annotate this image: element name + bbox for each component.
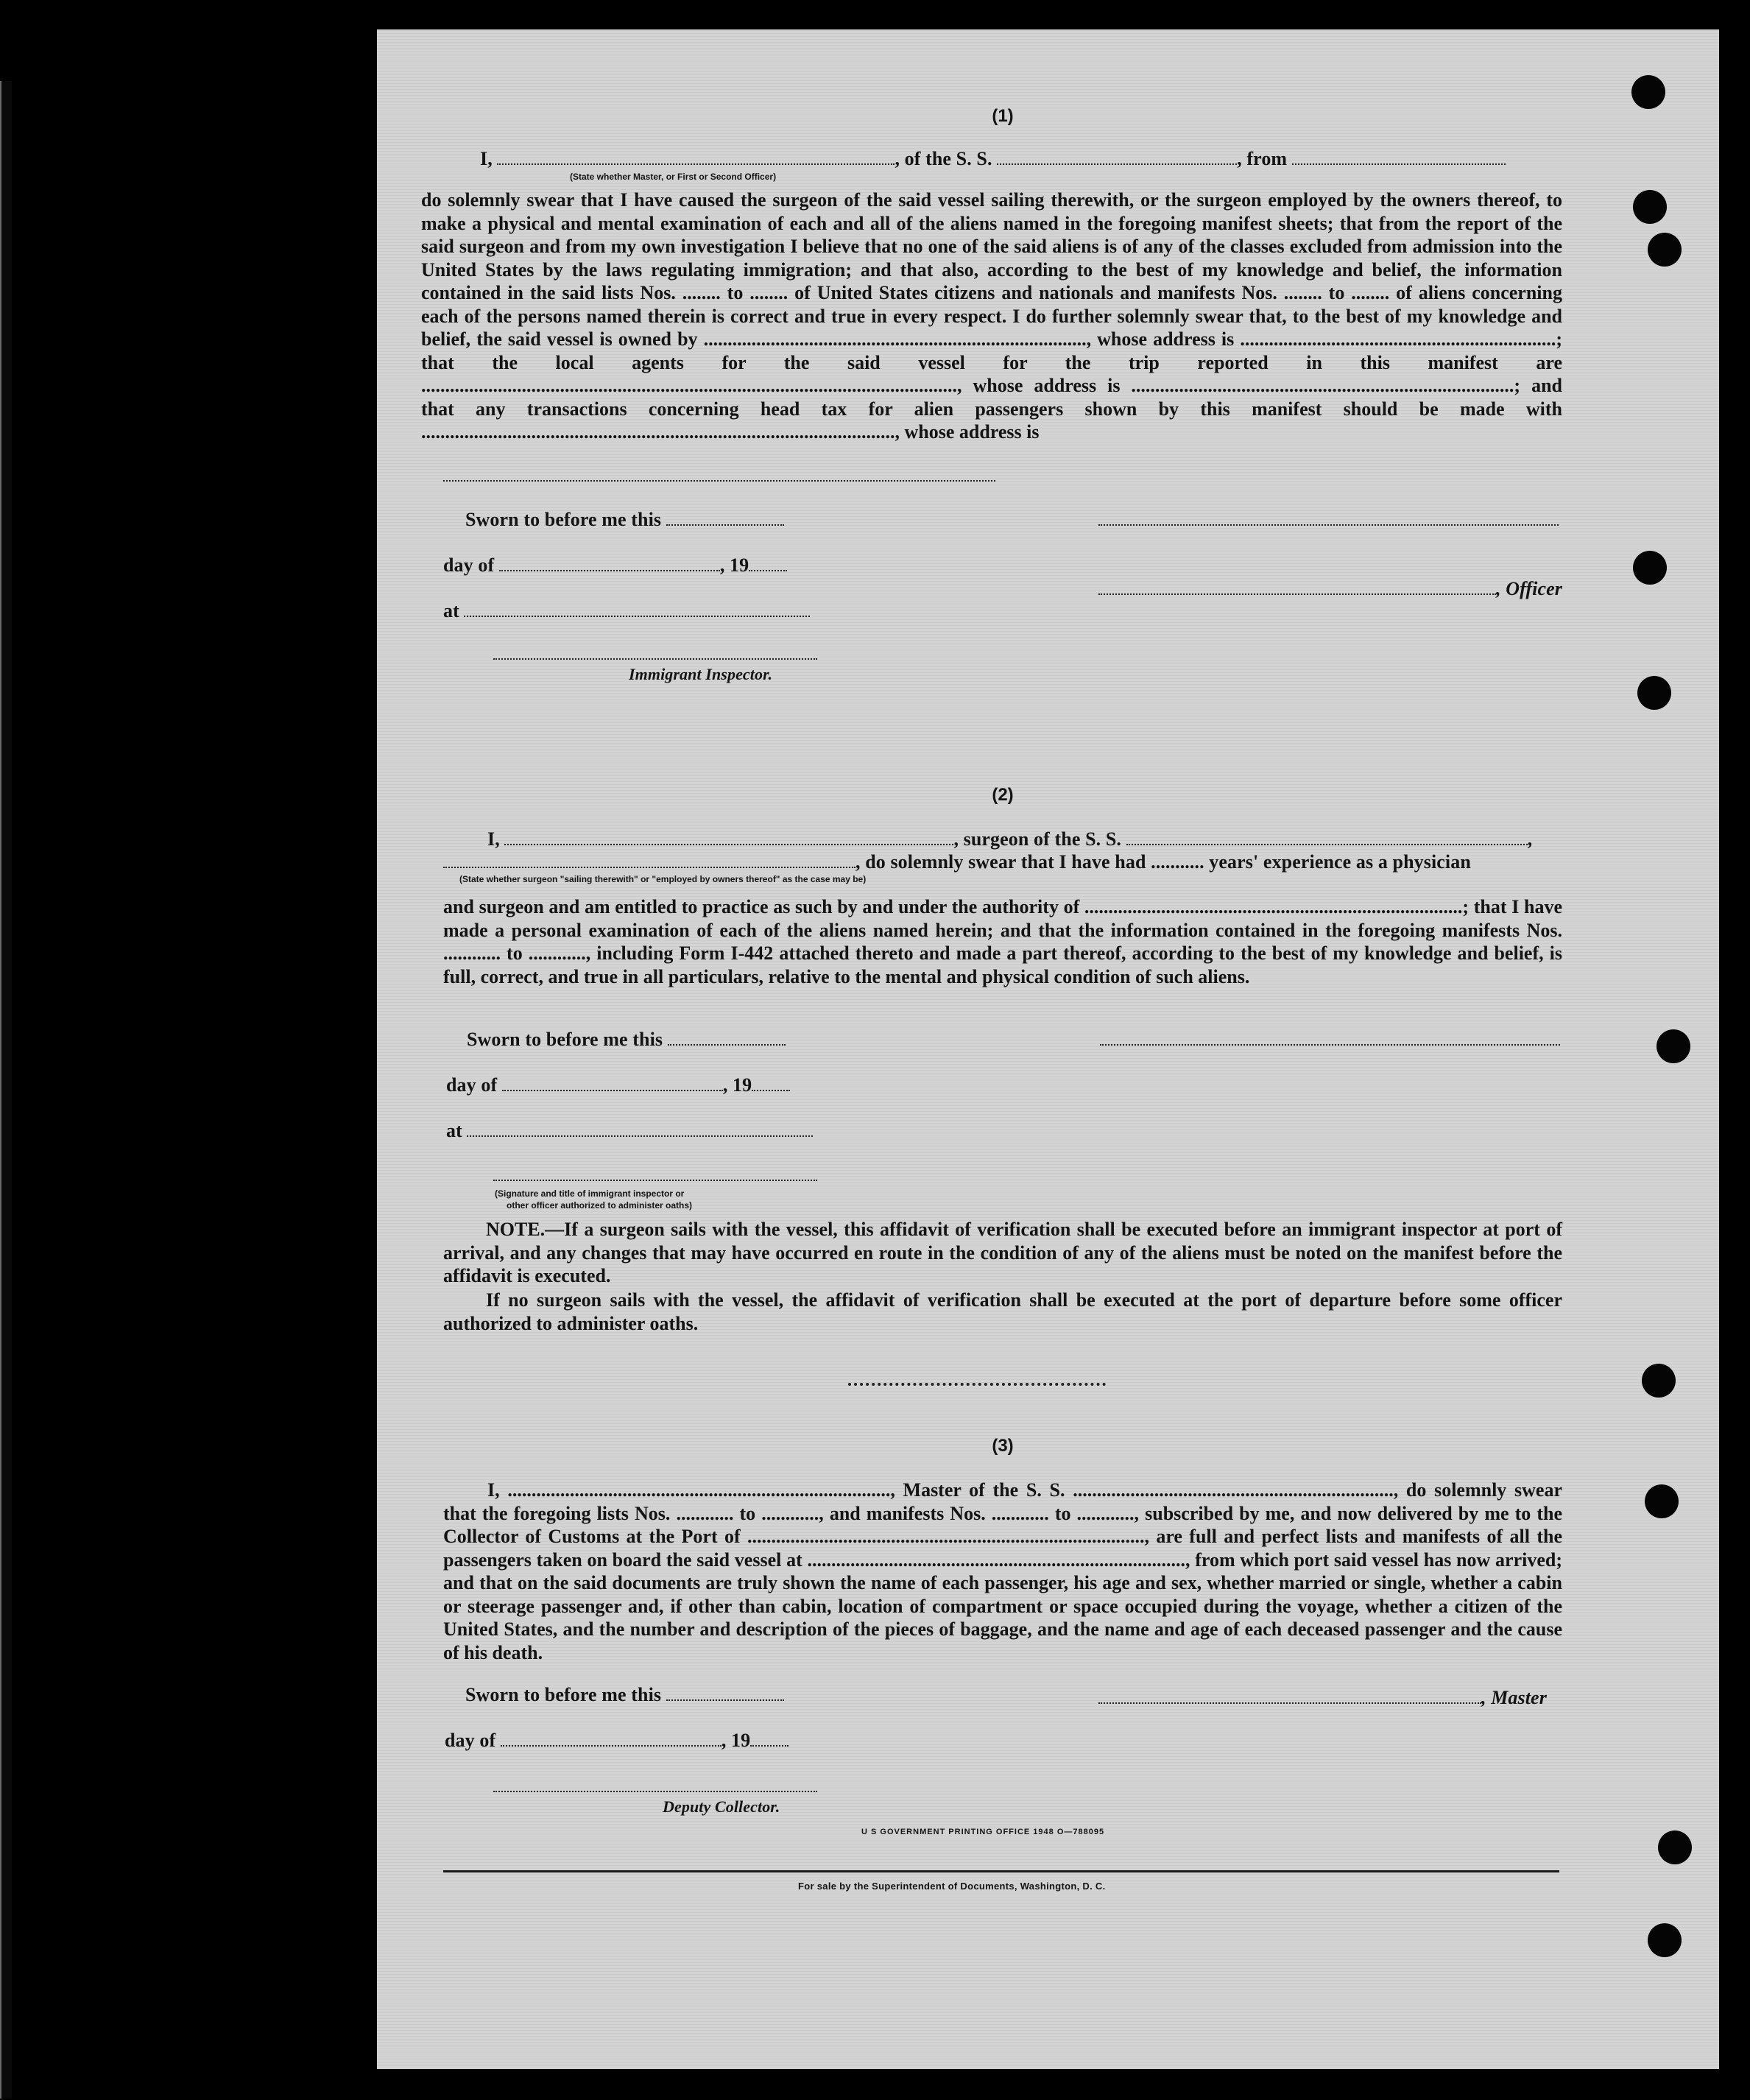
manifest-page bbox=[377, 29, 1719, 2069]
s1-caption: (State whether Master, or First or Second Officer) bbox=[570, 172, 777, 182]
blank-field bbox=[997, 150, 1237, 165]
blank-field bbox=[493, 1166, 817, 1181]
s1-dotted-line bbox=[443, 464, 1562, 487]
s2-at bbox=[446, 1119, 1565, 1142]
s2-body: and surgeon and am entitled to practice as such by and under the authority of ...............................................................................; that I have made a personal examination of each of the aliens named herein; and that the information contained in the foregoing manifests Nos. ............ to ............, including Form I-442 attached thereto and made a part thereof, according to the best of my knowledge and belief, is full, correct, and true in all particulars, relative to the mental and physical condition of such aliens. bbox=[443, 896, 1562, 987]
s1-inspector-sig bbox=[493, 642, 1612, 665]
blank-field bbox=[750, 1732, 788, 1747]
blank-field bbox=[1100, 1031, 1560, 1046]
s2-sig-caption-1: (Signature and title of immigrant inspector or bbox=[495, 1188, 685, 1199]
left-edge-strip bbox=[0, 81, 12, 2099]
blank-field bbox=[752, 1077, 790, 1091]
s1-body: do solemnly swear that I have caused the surgeon of the said vessel sailing therewith, or the surgeon employed by the owners thereof, to make a physical and mental examination of each and all of the aliens named in the foregoing manifest sheets; that from the report of the said surgeon and from my own investigation I believe that no one of the said aliens is of any of the classes excluded from admission into the United States by the laws regulating immigration; and that also, according to the best of my knowledge and belief, the information contained in the said lists Nos. ........ to ........ of United States citizens and nationals and manifests Nos. ........ to ........ of aliens concerning each of the persons named therein is correct and true in every respect. I do further solemnly swear that, to the best of my knowledge and belief, the said vessel is owned by ................................................................................, whose address is ..................................................................; that the local agents for the said vessel for the trip reported in this manifest are ................................................................................................................, whose address is ................................................................................; and that any transactions concerning head tax for alien passengers shown by this manifest should be made with ..................................................................................................., whose address is bbox=[421, 189, 1562, 443]
at-label: at bbox=[446, 1120, 462, 1141]
officer-label: , Officer bbox=[1496, 578, 1562, 599]
day-of-label: day of bbox=[443, 554, 495, 576]
blank-field bbox=[666, 1686, 784, 1701]
punch-hole bbox=[1658, 1831, 1692, 1864]
blank-field bbox=[1292, 150, 1506, 165]
blank-field bbox=[443, 853, 855, 868]
s1-officer-line bbox=[1098, 577, 1570, 600]
sworn-label: Sworn to before me this bbox=[465, 509, 662, 530]
year-label: , 19 bbox=[721, 1730, 751, 1751]
blank-field bbox=[1098, 580, 1496, 595]
punch-hole bbox=[1633, 190, 1667, 224]
blank-field bbox=[668, 1031, 786, 1046]
blank-field bbox=[497, 150, 895, 165]
punch-hole bbox=[1645, 1484, 1679, 1518]
blank-field bbox=[464, 602, 810, 617]
day-of-label: day of bbox=[445, 1730, 496, 1751]
sale-notice: For sale by the Superintendent of Documents, Washington, D. C. bbox=[798, 1881, 1106, 1892]
year-label: , 19 bbox=[722, 1074, 752, 1096]
s3-collector-sig bbox=[493, 1775, 1612, 1797]
s1-i: I, bbox=[480, 148, 493, 169]
punch-hole bbox=[1648, 1923, 1682, 1957]
gpo-imprint: U S GOVERNMENT PRINTING OFFICE 1948 O—788095 bbox=[861, 1828, 1105, 1836]
s2-day bbox=[446, 1074, 1565, 1096]
blank-field bbox=[1098, 511, 1559, 526]
punch-hole bbox=[1642, 1364, 1676, 1398]
blank-field bbox=[493, 645, 817, 660]
s1-from-label: , from bbox=[1237, 148, 1288, 169]
at-label: at bbox=[443, 600, 459, 621]
blank-field bbox=[499, 557, 720, 571]
s3-body: I, ................................................................................, Master of the S. S. ..................................................................., do solemnly swear that the foregoing lists Nos. ............ to ............, and manifests Nos. ............ to ............, subscribed by me, and now delivered by me to the Collector of Customs at the Port of ..................................................................................., are full and perfect lists and manifests of all the passengers taken on board the said vessel at ..............................................................................., from which port said vessel has now arrived; and that on the said documents are truly shown the name of each passenger, his age and sex, whether married or single, whether a cabin or steerage passenger and, if other than cabin, location of compartment or space occupied during the voyage, whether a citizen of the United States, and the number and description of the pieces of baggage, and the name and age of each deceased passenger and the cause of his death. bbox=[443, 1479, 1562, 1663]
s2-caption: (State whether surgeon "sailing therewith" or "employed by owners thereof" as the case may be) bbox=[459, 874, 867, 884]
punch-hole bbox=[1631, 75, 1665, 109]
s2-first-line: I, , surgeon of the S. S. , bbox=[487, 828, 1533, 850]
section-number: (3) bbox=[992, 1436, 1014, 1456]
sworn-label: Sworn to before me this bbox=[467, 1029, 663, 1050]
s2-note-2: If no surgeon sails with the vessel, the affidavit of verification shall be executed at the port of departure before some officer authorized to administer oaths. bbox=[443, 1289, 1562, 1334]
blank-field bbox=[502, 1077, 723, 1091]
punch-hole bbox=[1648, 233, 1682, 267]
blank-field bbox=[501, 1732, 721, 1747]
s3-master-line bbox=[1098, 1686, 1570, 1709]
blank-field bbox=[666, 511, 784, 526]
year-label: , 19 bbox=[719, 554, 749, 576]
s3-deputy-label: Deputy Collector. bbox=[663, 1797, 780, 1816]
punch-hole bbox=[1656, 1029, 1690, 1063]
s2-i: I, bbox=[487, 828, 500, 850]
day-of-label: day of bbox=[446, 1074, 498, 1096]
decorative-dot-rule bbox=[848, 1383, 1106, 1386]
s1-at bbox=[443, 599, 1562, 622]
s2-experience: , do solemnly swear that I have had ........... years' experience as a physician bbox=[855, 851, 1471, 873]
s1-day bbox=[443, 554, 1562, 577]
blank-field bbox=[504, 831, 953, 845]
s1-ship-label: , of the S. S. bbox=[895, 148, 992, 169]
blank-field bbox=[443, 467, 995, 482]
s3-day bbox=[445, 1729, 1564, 1752]
s2-second-line bbox=[443, 850, 1562, 873]
s1-first-line bbox=[480, 147, 1561, 170]
s2-inspector-sig bbox=[493, 1163, 1612, 1186]
master-label: , Master bbox=[1481, 1687, 1547, 1708]
s2-note-1: NOTE.—If a surgeon sails with the vessel, this affidavit of verification shall be executed before an immigrant inspector at port of arrival, and any changes that may have occurred en route in the condition of any of the aliens must be noted on the manifest before the affidavit is executed. bbox=[443, 1219, 1562, 1286]
footer-rule bbox=[443, 1870, 1559, 1872]
sworn-label: Sworn to before me this bbox=[465, 1684, 662, 1705]
blank-field bbox=[493, 1777, 817, 1792]
section-number: (2) bbox=[992, 785, 1014, 805]
blank-field bbox=[749, 557, 787, 571]
s1-inspector-label: Immigrant Inspector. bbox=[629, 665, 773, 683]
blank-field bbox=[1098, 1689, 1481, 1704]
section-number: (1) bbox=[992, 106, 1014, 126]
officer-signature-line bbox=[1098, 508, 1562, 531]
punch-hole bbox=[1633, 551, 1667, 585]
s2-sig-caption-2: other officer authorized to administer oaths) bbox=[507, 1200, 693, 1211]
s2-ship-label: , surgeon of the S. S. bbox=[953, 828, 1121, 850]
surgeon-signature-line bbox=[1100, 1028, 1564, 1051]
blank-field bbox=[467, 1122, 813, 1137]
blank-field bbox=[1126, 831, 1528, 845]
